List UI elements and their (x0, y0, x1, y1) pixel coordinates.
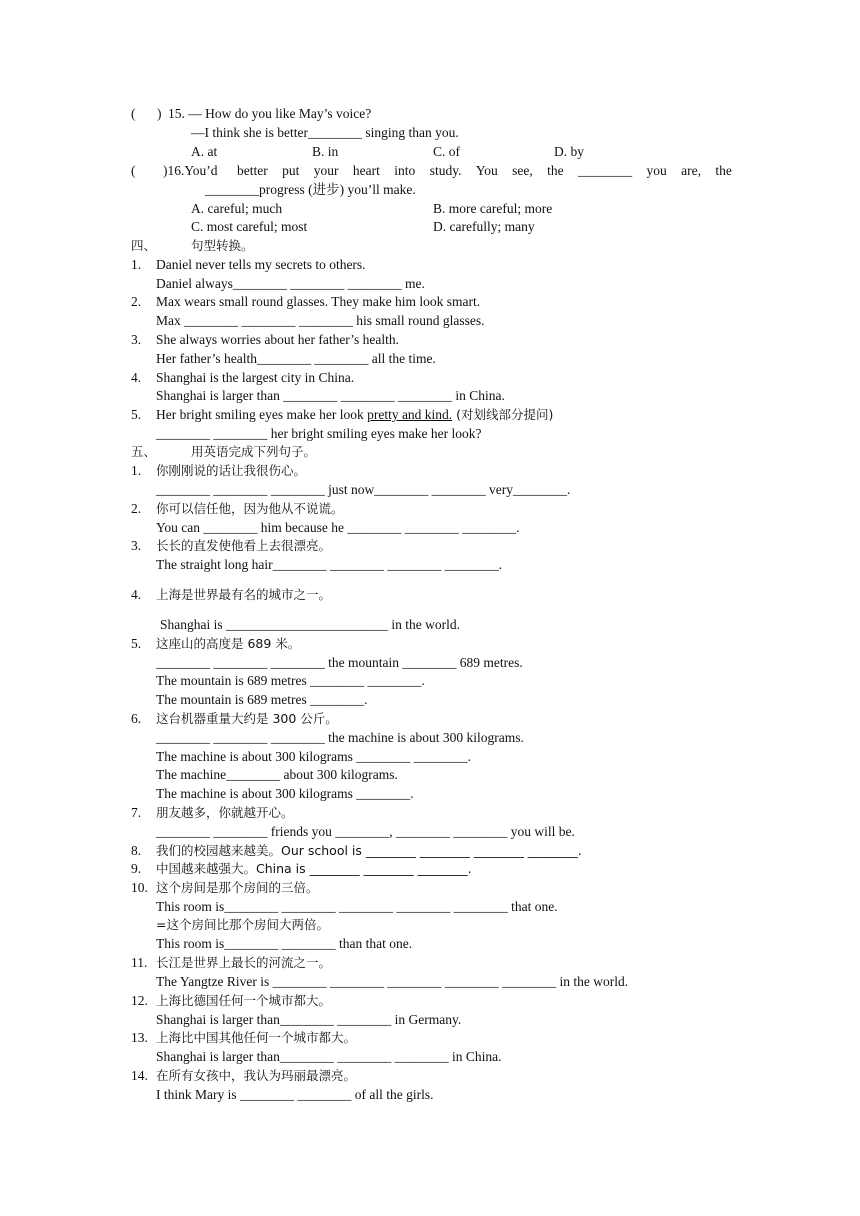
section4-number: 四、 (131, 238, 157, 253)
s5-item-english: This room is________ ________ than that one. (156, 936, 413, 951)
s4-item-answer: Daniel always________ ________ ________ me. (156, 276, 425, 291)
q16-option-b: B. more careful; more (433, 201, 553, 216)
s5-item-number: 1. (131, 463, 142, 478)
s4-question-text: Her bright smiling eyes make her look (156, 407, 368, 422)
s4-item-answer: Max ________ ________ ________ his small round glasses. (156, 313, 485, 328)
s5-item-chinese: 这台机器重量大约是 300 公斤。 (156, 711, 338, 726)
s4-question-note: (对划线部分提问) (452, 407, 554, 422)
section5-title: 用英语完成下列句子。 (191, 444, 317, 459)
q16-word: put (282, 163, 300, 178)
s5-item-number: 2. (131, 501, 142, 516)
s5-item-english: The machine is about 300 kilograms ________. (156, 786, 414, 801)
s5-item-chinese: 上海是世界最有名的城市之一。 (156, 587, 332, 602)
q16-sentence-continued: ________progress (进步) you’ll make. (205, 182, 416, 197)
s5-item-chinese: 你可以信任他，因为他从不说谎。 (156, 501, 344, 516)
s5-item-chinese: 上海比中国其他任何一个城市都大。 (156, 1030, 357, 1045)
s5-item-number: 13. (131, 1030, 148, 1045)
s5-item-english: Shanghai is larger than________ ________ in Germany. (156, 1012, 462, 1027)
s5-item-number: 14. (131, 1068, 148, 1083)
q16-question-line (237, 162, 732, 180)
s5-item-chinese: 长长的直发使他看上去很漂亮。 (156, 538, 332, 553)
s4-item-answer: ________ ________ her bright smiling eyes make her look? (156, 426, 482, 441)
s5-item-chinese: 朋友越多，你就越开心。 (156, 805, 294, 820)
section5-number: 五、 (131, 444, 157, 459)
q15-option-d: D. by (554, 144, 584, 159)
s5-item-english: You can ________ him because he ________ ________ ________. (156, 520, 520, 535)
s4-item-number: 1. (131, 257, 142, 272)
s5-item-number: 3. (131, 538, 142, 553)
s5-item-number: 5. (131, 636, 142, 651)
s5-item-english: ________ ________ ________ the machine is about 300 kilograms. (156, 730, 524, 745)
s4-item-answer: Shanghai is larger than ________ ________ ________ in China. (156, 388, 505, 403)
s4-item-number: 3. (131, 332, 142, 347)
s4-item-number: 4. (131, 370, 142, 385)
s5-item-number: 12. (131, 993, 148, 1008)
s5-item-english: This room is________ ________ ________ ________ ________ that one. (156, 899, 558, 914)
s5-item-number: 7. (131, 805, 142, 820)
q16-word: you (646, 163, 667, 178)
q16-word: see, (512, 163, 533, 178)
q15-question: 15. — How do you like May’s voice? (168, 106, 372, 121)
s5-item-number: 8. (131, 843, 142, 858)
s5-item-chinese: 中国越来越强大。China is ________ ________ ________. (156, 861, 472, 876)
s5-item-number: 6. (131, 711, 142, 726)
s5-item-english: ________ ________ ________ just now________ ________ very________. (156, 482, 571, 497)
s4-item-number: 2. (131, 294, 142, 309)
s5-item-number: 11. (131, 955, 148, 970)
s5-item-english: The Yangtze River is ________ ________ ________ ________ ________ in the world. (156, 974, 629, 989)
q16-open-paren: ( (131, 163, 136, 178)
q16-number: )16.You’d (163, 163, 218, 178)
q15-close-paren: ) (157, 106, 162, 121)
q15-option-c: C. of (433, 144, 460, 159)
s4-item-question: Shanghai is the largest city in China. (156, 370, 355, 385)
s5-item-english: ________ ________ friends you ________, ________ ________ you will be. (156, 824, 575, 839)
q16-word: are, (681, 163, 701, 178)
s4-item-question: Max wears small round glasses. They make him look smart. (156, 294, 481, 309)
q16-option-d: D. carefully; many (433, 219, 535, 234)
s5-item-english: I think Mary is ________ ________ of all the girls. (156, 1087, 434, 1102)
s5-item-english: The mountain is 689 metres ________. (156, 692, 368, 707)
s5-item-chinese: 上海比德国任何一个城市都大。 (156, 993, 332, 1008)
q16-blank: ________ (578, 163, 633, 178)
s5-item-english: The mountain is 689 metres ________ ________. (156, 673, 425, 688)
section4-title: 句型转换。 (191, 238, 254, 253)
s4-underlined-phrase: pretty and kind. (367, 407, 453, 422)
q15-sentence: —I think she is better________ singing than you. (191, 125, 459, 140)
q15-option-a: A. at (191, 144, 218, 159)
q16-word: the (715, 163, 732, 178)
s5-item-number: 9. (131, 861, 142, 876)
s5-item-english: =这个房间比那个房间大两倍。 (156, 917, 329, 932)
q15-option-b: B. in (312, 144, 339, 159)
s5-item-chinese: 这座山的高度是 689 米。 (156, 636, 301, 651)
s5-item-english: Shanghai is larger than________ ________ ________ in China. (156, 1049, 502, 1064)
s4-item-question: Daniel never tells my secrets to others. (156, 257, 366, 272)
s5-item-chinese: 这个房间是那个房间的三倍。 (156, 880, 319, 895)
s5-item-english: The straight long hair________ ________ ________ ________. (156, 557, 503, 572)
s5-item-english: The machine________ about 300 kilograms. (156, 767, 398, 782)
s4-item-answer: Her father’s health________ ________ all the time. (156, 351, 436, 366)
q16-word: the (547, 163, 564, 178)
s5-item-chinese: 我们的校园越来越美。Our school is ________ ________ ________ ________. (156, 843, 582, 858)
q16-word: heart (352, 163, 380, 178)
q16-word: your (313, 163, 339, 178)
s5-item-number: 4. (131, 587, 142, 602)
q16-word: You (475, 163, 498, 178)
q15-open-paren: ( (131, 106, 136, 121)
s5-item-english: ________ ________ ________ the mountain ________ 689 metres. (156, 655, 523, 670)
q16-option-a: A. careful; much (191, 201, 283, 216)
s4-item-question: She always worries about her father’s health. (156, 332, 400, 347)
s5-item-number: 10. (131, 880, 148, 895)
s4-item-number: 5. (131, 407, 142, 422)
q16-word: study. (429, 163, 462, 178)
s5-item-english: Shanghai is ________________________ in the world. (160, 617, 460, 632)
s4-item-question (156, 406, 553, 424)
q16-word: into (394, 163, 416, 178)
s5-item-chinese: 你刚刚说的话让我很伤心。 (156, 463, 307, 478)
q16-option-c: C. most careful; most (191, 219, 308, 234)
s5-item-english: The machine is about 300 kilograms ________ ________. (156, 749, 471, 764)
s5-item-chinese: 在所有女孩中，我认为玛丽最漂亮。 (156, 1068, 357, 1083)
s5-item-chinese: 长江是世界上最长的河流之一。 (156, 955, 332, 970)
q16-word: better (237, 163, 268, 178)
